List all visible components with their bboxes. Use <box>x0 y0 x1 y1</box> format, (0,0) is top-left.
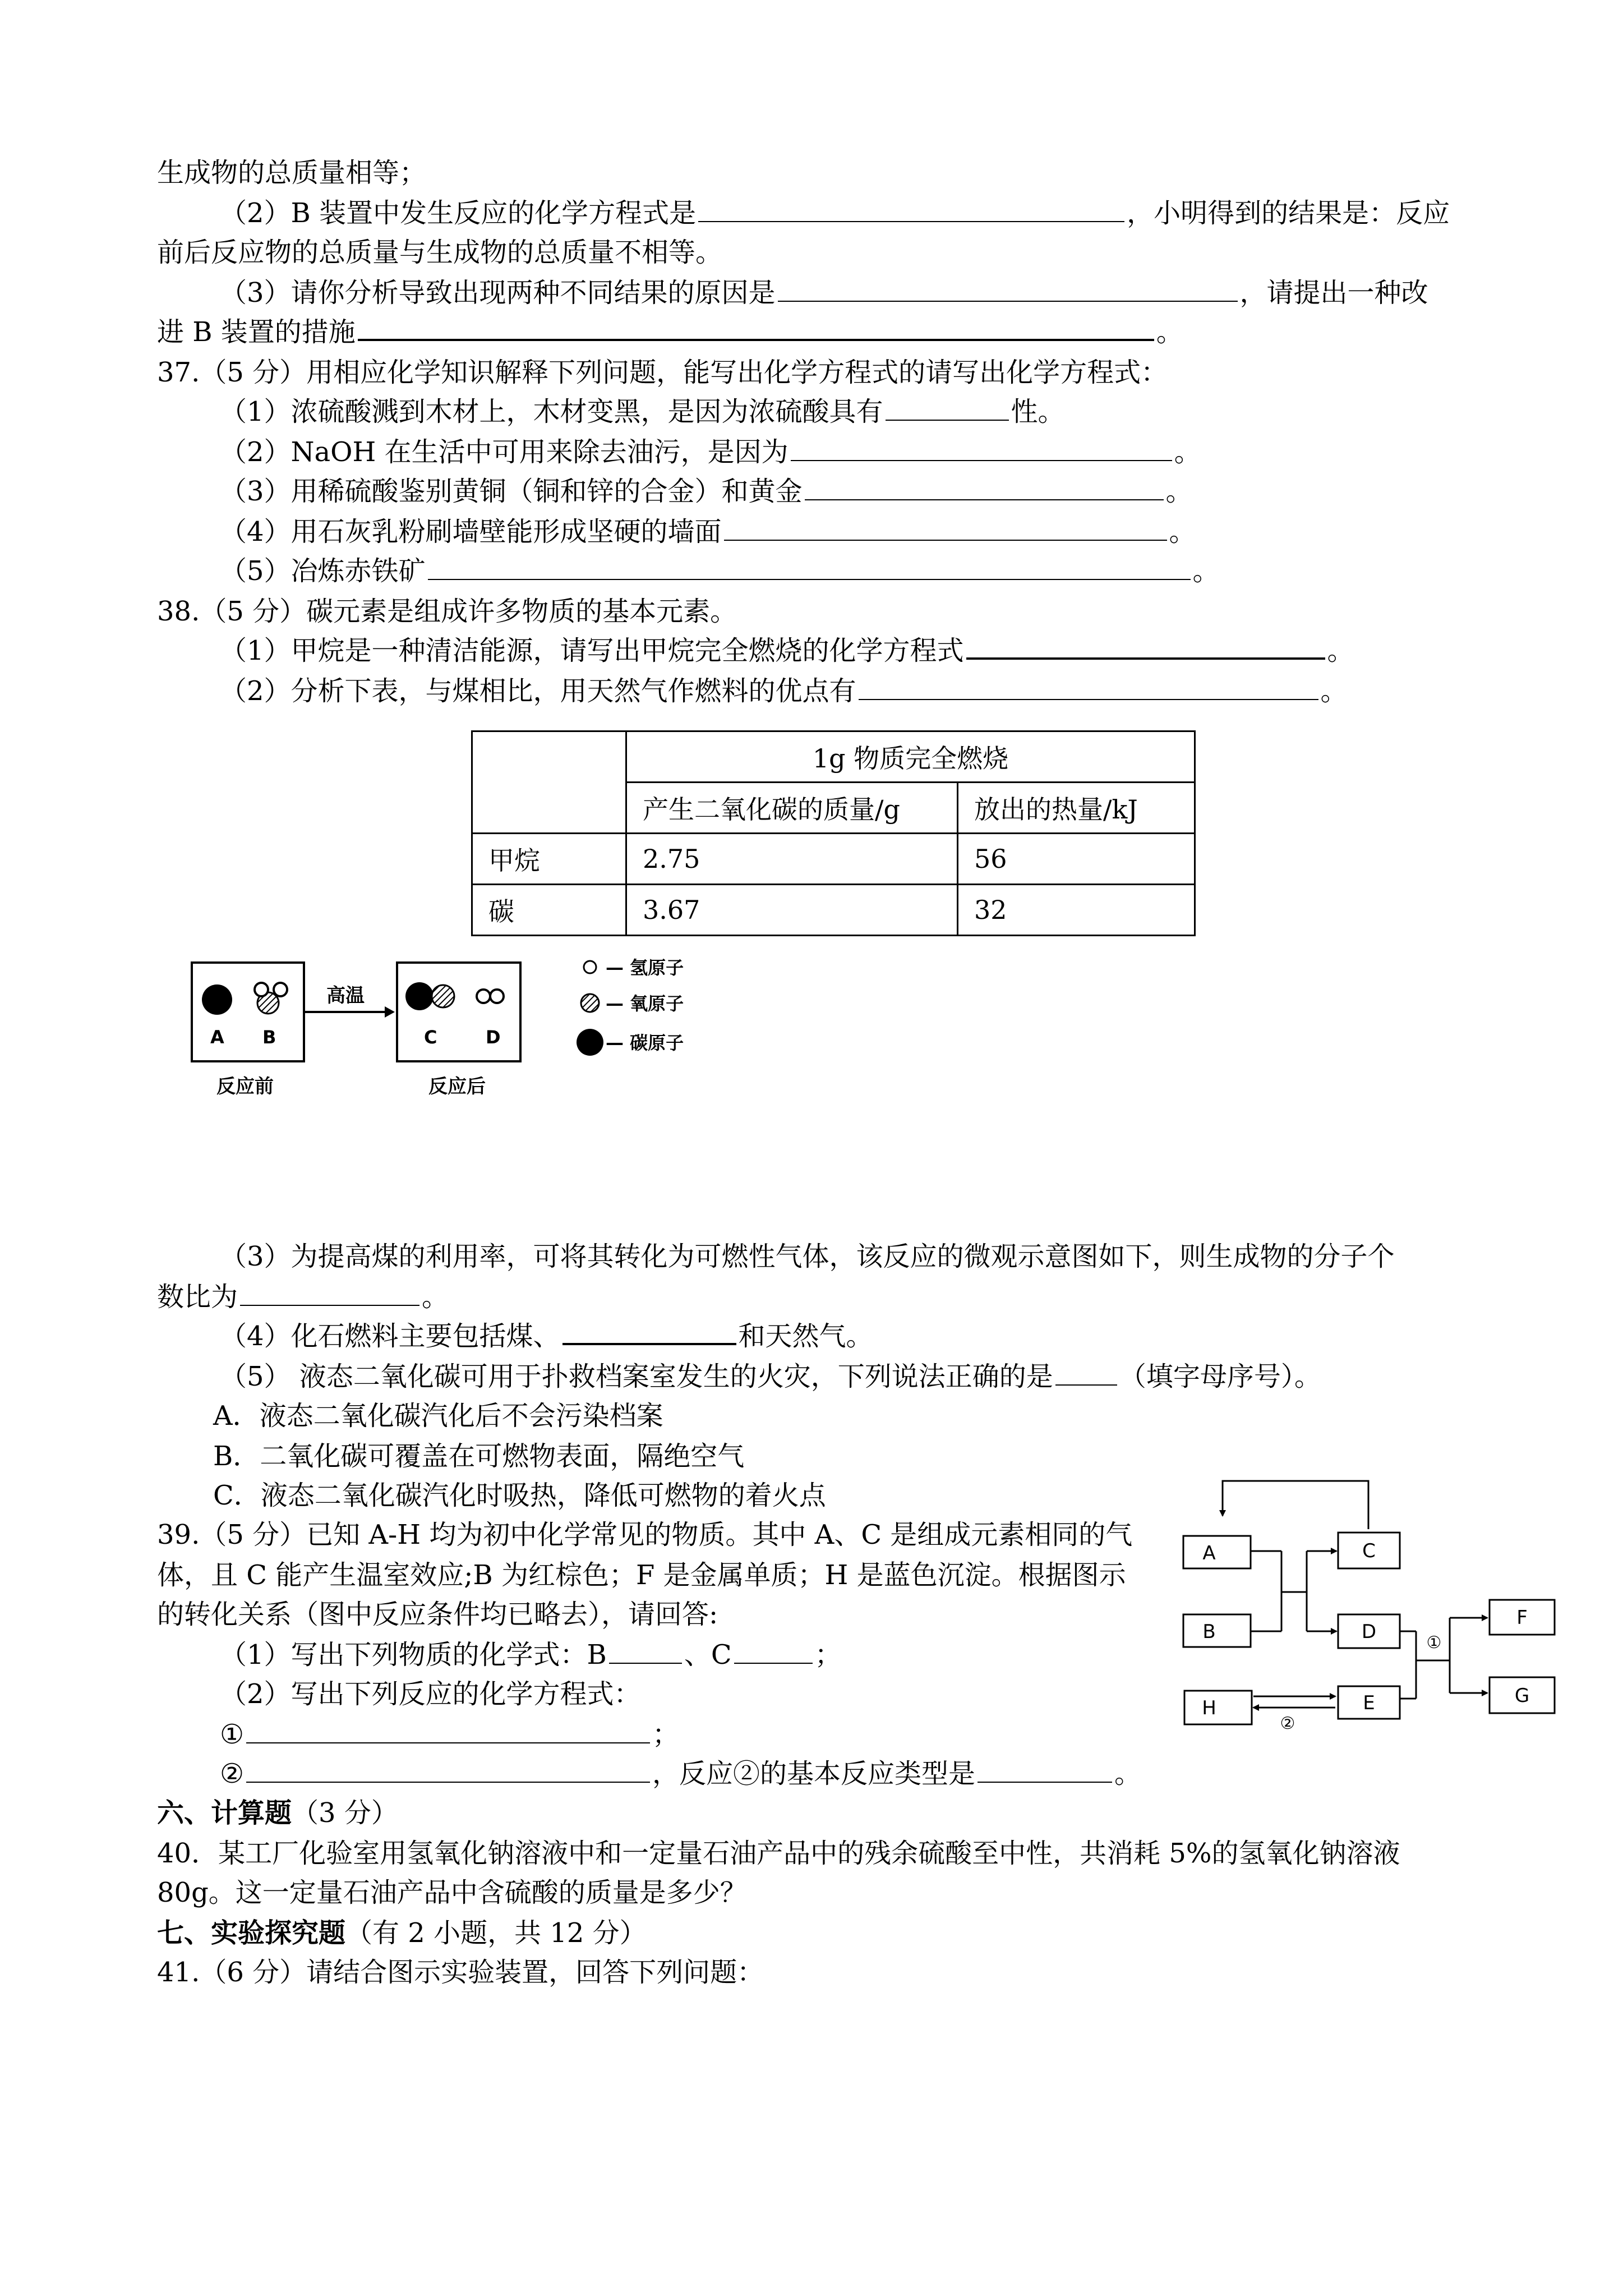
answer-blank[interactable] <box>778 300 1238 302</box>
answer-blank[interactable] <box>859 698 1318 700</box>
question-38: 38.（5 分）碳元素是组成许多物质的基本元素。 <box>157 596 737 627</box>
question-39-2-1: ① ； <box>220 1719 680 1750</box>
table-cell-name: 碳 <box>472 885 626 936</box>
question-39-cont: 的转化关系（图中反应条件均已略去），请回答: <box>157 1599 718 1630</box>
answer-blank[interactable] <box>562 1342 736 1345</box>
hydrogen-atom <box>477 990 490 1003</box>
node-h: H <box>1202 1697 1216 1719</box>
question-38-3-cont: 数比为 。 <box>157 1281 449 1313</box>
option-c: C．液态二氧化碳汽化时吸热，降低可燃物的着火点 <box>213 1480 826 1511</box>
question-41: 41.（6 分）请结合图示实验装置，回答下列问题： <box>157 1957 764 1988</box>
question-37-1: （1）浓硫酸溅到木材上，木材变黑，是因为浓硫酸具有 性。 <box>220 396 1065 427</box>
table-header-co2: 产生二氧化碳的质量/g <box>626 783 958 834</box>
question-37-5: （5）冶炼赤铁矿 。 <box>220 555 1220 587</box>
answer-blank[interactable] <box>240 1304 419 1306</box>
answer-blank[interactable] <box>609 1662 682 1664</box>
carbon-atom <box>202 984 232 1015</box>
question-36-2: （2）B 装置中发生反应的化学方程式是 ，小明得到的结果是：反应 <box>220 197 1450 229</box>
reaction-mark-1: ① <box>1426 1633 1442 1653</box>
question-39: 39.（5 分）已知 A-H 均为初中化学常见的物质。其中 A、C 是组成元素相同的气 <box>157 1519 1133 1550</box>
table-row <box>472 834 1195 885</box>
answer-blank[interactable] <box>978 1781 1112 1783</box>
node-e: E <box>1363 1692 1375 1714</box>
feedback-arrow <box>1223 1481 1368 1529</box>
table-cell-co2: 2.75 <box>626 834 958 885</box>
reaction-mark-2: ② <box>1280 1714 1295 1733</box>
node-g: G <box>1514 1685 1530 1707</box>
line-36-end: 生成物的总质量相等； <box>157 157 427 188</box>
combustion-table <box>471 730 1196 936</box>
transformation-diagram <box>1178 1470 1570 1739</box>
legend-hydrogen: — 氢原子 <box>606 957 684 978</box>
hydrogen-atom <box>255 983 268 996</box>
question-40: 40．某工厂化验室用氢氧化钠溶液中和一定量石油产品中的残余硫酸至中性，共消耗 5%的氢氧化钠溶液 <box>157 1838 1400 1869</box>
arrow-label: 高温 <box>326 984 365 1007</box>
table-cell-heat: 32 <box>958 885 1195 936</box>
question-38-5: （5） 液态二氧化碳可用于扑救档案室发生的火灾，下列说法正确的是 （填字母序号）。 <box>220 1361 1321 1392</box>
before-caption: 反应前 <box>216 1075 274 1098</box>
label-c: C <box>424 1027 437 1048</box>
table-cell-name: 甲烷 <box>472 834 626 885</box>
node-c: C <box>1362 1540 1376 1562</box>
table-row <box>472 885 1195 936</box>
question-37-2: （2）NaOH 在生活中可用来除去油污，是因为 。 <box>220 436 1201 468</box>
question-37: 37.（5 分）用相应化学知识解释下列问题，能写出化学方程式的请写出化学方程式： <box>157 357 1168 388</box>
carbon-atom <box>405 982 434 1010</box>
answer-blank[interactable] <box>966 657 1325 660</box>
micro-reaction-diagram <box>185 954 757 1105</box>
answer-blank[interactable] <box>698 220 1124 222</box>
answer-blank[interactable] <box>724 539 1167 541</box>
section-7-heading: 七、实验探究题（有 2 小题，共 12 分） <box>157 1917 647 1949</box>
after-caption: 反应后 <box>428 1075 486 1098</box>
label-a: A <box>210 1027 224 1048</box>
question-39-2-2: ② ，反应②的基本反应类型是 。 <box>220 1758 1142 1789</box>
hydrogen-legend-icon <box>584 961 596 973</box>
answer-blank[interactable] <box>246 1742 650 1743</box>
hydrogen-atom <box>490 990 504 1003</box>
question-39-cont: 体，且 C 能产生温室效应;B 为红棕色；F 是金属单质；H 是蓝色沉淀。根据图示 <box>157 1559 1126 1591</box>
question-37-3: （3）用稀硫酸鉴别黄铜（铜和锌的合金）和黄金 。 <box>220 476 1193 507</box>
answer-blank[interactable] <box>428 578 1191 580</box>
node-a-box <box>1183 1536 1251 1568</box>
carbon-legend-icon <box>577 1029 603 1056</box>
node-b-box <box>1183 1614 1251 1647</box>
question-37-4: （4）用石灰乳粉刷墙壁能形成坚硬的墙面 。 <box>220 516 1196 547</box>
hydrogen-atom <box>274 983 287 996</box>
answer-blank[interactable] <box>886 419 1009 421</box>
section-6-heading: 六、计算题（3 分） <box>157 1797 398 1829</box>
node-d: D <box>1361 1621 1377 1643</box>
option-a: A．液态二氧化碳汽化后不会污染档案 <box>213 1400 663 1432</box>
node-h-box <box>1184 1691 1252 1724</box>
answer-blank[interactable] <box>1055 1384 1117 1386</box>
node-a: A <box>1202 1542 1216 1565</box>
oxygen-legend-icon <box>581 994 599 1012</box>
table-cell-heat: 56 <box>958 834 1195 885</box>
question-39-1: （1）写出下列物质的化学式：B 、C ； <box>220 1639 842 1671</box>
node-f: F <box>1516 1607 1528 1629</box>
legend-carbon: — 碳原子 <box>606 1032 684 1053</box>
table-cell-co2: 3.67 <box>626 885 958 936</box>
table-corner <box>472 731 626 834</box>
answer-blank[interactable] <box>805 499 1164 500</box>
answer-blank[interactable] <box>791 459 1172 461</box>
question-36-3-cont: 进 B 装置的措施 。 <box>157 316 1183 348</box>
after-box <box>397 963 520 1061</box>
question-38-3: （3）为提高煤的利用率，可将其转化为可燃性气体，该反应的微观示意图如下，则生成物的分子个 <box>220 1241 1395 1272</box>
legend-oxygen: — 氧原子 <box>606 993 684 1014</box>
table-header-span: 1g 物质完全燃烧 <box>626 731 1195 783</box>
question-39-2: （2）写出下列反应的化学方程式： <box>220 1678 641 1710</box>
question-38-4: （4）化石燃料主要包括煤、 和天然气。 <box>220 1320 873 1352</box>
answer-blank[interactable] <box>734 1662 813 1664</box>
table-header-heat: 放出的热量/kJ <box>958 783 1195 834</box>
question-38-1: （1）甲烷是一种清洁能源，请写出甲烷完全燃烧的化学方程式 。 <box>220 635 1354 666</box>
oxygen-atom <box>432 985 454 1007</box>
option-b: B．二氧化碳可覆盖在可燃物表面，隔绝空气 <box>213 1441 745 1472</box>
answer-blank[interactable] <box>358 338 1154 341</box>
label-b: B <box>262 1027 276 1048</box>
question-40-cont: 80g。这一定量石油产品中含硫酸的质量是多少？ <box>157 1877 747 1908</box>
question-36-3: （3）请你分析导致出现两种不同结果的原因是 ，请提出一种改 <box>220 277 1428 309</box>
question-38-2: （2）分析下表，与煤相比，用天然气作燃料的优点有 。 <box>220 675 1348 707</box>
node-b: B <box>1202 1621 1216 1643</box>
label-d: D <box>486 1027 501 1048</box>
line-36-2-cont: 前后反应物的总质量与生成物的总质量不相等。 <box>157 237 723 268</box>
arrow-head <box>385 1006 395 1018</box>
answer-blank[interactable] <box>246 1781 650 1783</box>
